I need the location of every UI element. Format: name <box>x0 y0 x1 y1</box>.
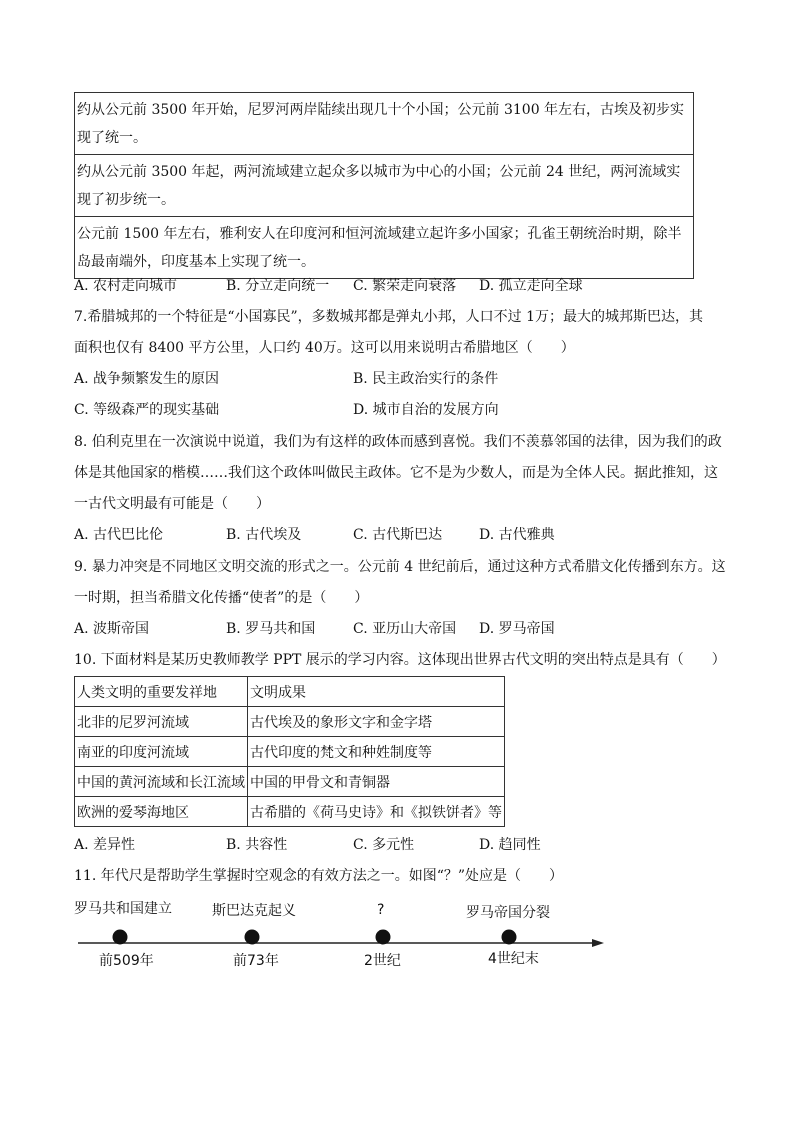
table-row <box>75 737 505 767</box>
timeline-year-label: 4世纪末 <box>488 951 539 967</box>
timeline-event-label: 罗马帝国分裂 <box>466 905 550 921</box>
q6-option-d[interactable]: D. 孤立走向全球 <box>479 278 583 294</box>
timeline-node <box>245 930 260 945</box>
table-row <box>75 217 694 279</box>
q9-option-b[interactable]: B. 罗马共和国 <box>226 621 316 637</box>
table-cell: 公元前 1500 年左右，雅利安人在印度河和恒河流域建立起许多小国家；孔雀王朝统治时期，除半岛最南端外，印度基本上实现了统一。 <box>75 217 694 279</box>
timeline-node <box>376 930 391 945</box>
table-cell: 约从公元前 3500 年起，两河流域建立起众多以城市为中心的小国；公元前 24 世纪，两河流域实现了初步统一。 <box>75 155 694 217</box>
table-cell: 南亚的印度河流域 <box>75 737 248 767</box>
table-row <box>75 707 505 737</box>
table-header-cell: 文明成果 <box>248 677 505 707</box>
timeline-year-label: 前73年 <box>233 953 279 969</box>
q6-option-c[interactable]: C. 繁荣走向衰落 <box>353 278 457 294</box>
q7-stem-line-2: 面积也仅有 8400 平方公里，人口约 40万。这可以用来说明古希腊地区（ ） <box>74 340 575 356</box>
q9-option-d[interactable]: D. 罗马帝国 <box>479 621 555 637</box>
table-header-cell: 人类文明的重要发祥地 <box>75 677 248 707</box>
q6-material-table <box>74 92 694 279</box>
q7-option-c[interactable]: C. 等级森严的现实基础 <box>74 402 220 418</box>
timeline-arrow-icon <box>592 939 604 947</box>
timeline-event-label: 罗马共和国建立 <box>74 901 172 917</box>
q7-option-b[interactable]: B. 民主政治实行的条件 <box>353 371 499 387</box>
q10-option-d[interactable]: D. 趋同性 <box>479 837 541 853</box>
q10-option-a[interactable]: A. 差异性 <box>74 837 136 853</box>
q6-option-b[interactable]: B. 分立走向统一 <box>226 278 330 294</box>
q8-option-b[interactable]: B. 古代埃及 <box>226 527 302 543</box>
q7-option-a[interactable]: A. 战争频繁发生的原因 <box>74 371 220 387</box>
table-row <box>75 155 694 217</box>
table-row <box>75 767 505 797</box>
timeline-event-label: ? <box>377 902 385 918</box>
timeline-event-label: 斯巴达克起义 <box>212 903 296 919</box>
q8-option-c[interactable]: C. 古代斯巴达 <box>353 527 443 543</box>
q8-stem-line-2: 体是其他国家的楷模……我们这个政体叫做民主政体。它不是为少数人，而是为全体人民。据此推知，这 <box>74 465 718 481</box>
timeline-node <box>502 930 517 945</box>
q9-stem-line-1: 9. 暴力冲突是不同地区文明交流的形式之一。公元前 4 世纪前后，通过这种方式希腊文化传播到东方。这 <box>74 559 726 575</box>
q8-stem-line-1: 8. 伯利克里在一次演说中说道，我们为有这样的政体而感到喜悦。我们不羡慕邻国的法律，因为我们的政 <box>74 434 722 450</box>
q10-stem-line-1: 10. 下面材料是某历史教师教学 PPT 展示的学习内容。这体现出世界古代文明的突出特点是具有（ ） <box>74 652 726 668</box>
table-cell: 中国的甲骨文和青铜器 <box>248 767 505 797</box>
table-cell: 北非的尼罗河流域 <box>75 707 248 737</box>
timeline-year-label: 前509年 <box>99 953 154 969</box>
table-cell: 约从公元前 3500 年开始，尼罗河两岸陆续出现几十个小国；公元前 3100 年左右，古埃及初步实现了统一。 <box>75 93 694 155</box>
q8-option-d[interactable]: D. 古代雅典 <box>479 527 555 543</box>
q7-option-d[interactable]: D. 城市自治的发展方向 <box>353 402 499 418</box>
q11-stem-line-1: 11. 年代尺是帮助学生掌握时空观念的有效方法之一。如图“？”处应是（ ） <box>74 868 564 884</box>
table-cell: 古代印度的梵文和种姓制度等 <box>248 737 505 767</box>
q8-option-a[interactable]: A. 古代巴比伦 <box>74 527 164 543</box>
timeline-node <box>113 930 128 945</box>
q10-option-b[interactable]: B. 共容性 <box>226 837 288 853</box>
q10-civilization-table <box>74 676 505 827</box>
table-cell: 古希腊的《荷马史诗》和《拟铁饼者》等 <box>248 797 505 827</box>
table-row <box>75 677 505 707</box>
table-cell: 中国的黄河流域和长江流域 <box>75 767 248 797</box>
q8-stem-line-3: 一古代文明最有可能是（ ） <box>74 496 270 512</box>
table-row <box>75 797 505 827</box>
q7-stem-line-1: 7.希腊城邦的一个特征是“小国寡民”，多数城邦都是弹丸小邦，人口不过 1万；最大的城邦斯巴达，其 <box>74 309 704 325</box>
table-row <box>75 93 694 155</box>
timeline-year-label: 2世纪 <box>364 953 401 969</box>
table-cell: 古代埃及的象形文字和金字塔 <box>248 707 505 737</box>
q10-option-c[interactable]: C. 多元性 <box>353 837 415 853</box>
q6-option-a[interactable]: A. 农村走向城市 <box>74 278 178 294</box>
table-cell: 欧洲的爱琴海地区 <box>75 797 248 827</box>
q9-option-a[interactable]: A. 波斯帝国 <box>74 621 150 637</box>
q9-option-c[interactable]: C. 亚历山大帝国 <box>353 621 457 637</box>
q9-stem-line-2: 一时期，担当希腊文化传播“使者”的是（ ） <box>74 590 369 606</box>
